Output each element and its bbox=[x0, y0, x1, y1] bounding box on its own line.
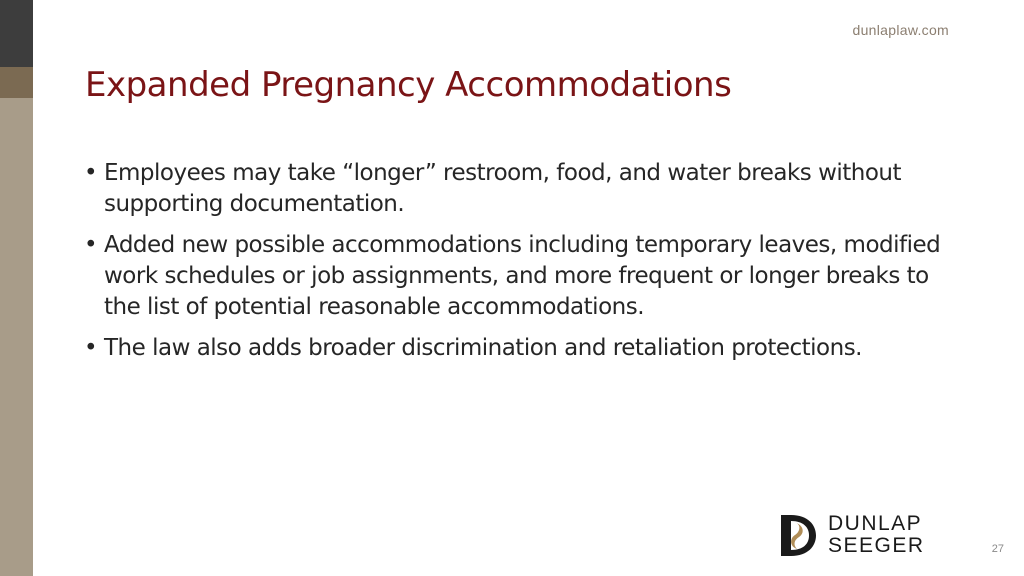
bullet-item bbox=[84, 230, 944, 323]
bullet-text: Employees may take “longer” restroom, food, and water breaks without supporting documentation. bbox=[104, 160, 902, 217]
bullet-icon: • bbox=[84, 335, 98, 361]
bullet-item bbox=[84, 158, 944, 220]
dunlap-seeger-logo-icon bbox=[778, 513, 818, 558]
logo-line-2: SEEGER bbox=[828, 534, 925, 557]
slide-title: Expanded Pregnancy Accommodations bbox=[85, 65, 732, 105]
sidebar-segment-tan bbox=[0, 98, 33, 576]
sidebar-segment-brown bbox=[0, 67, 33, 98]
bullet-text: The law also adds broader discrimination and retaliation protections. bbox=[104, 335, 862, 361]
bullet-text: Added new possible accommodations including temporary leaves, modified work schedules or job assignments, and more frequent or longer breaks to the list of potential reasonable accommodations. bbox=[104, 232, 941, 320]
sidebar-segment-dark bbox=[0, 0, 33, 67]
bullet-icon: • bbox=[84, 232, 98, 258]
sidebar-accent bbox=[0, 0, 33, 576]
bullet-list bbox=[84, 158, 944, 374]
company-logo bbox=[778, 513, 958, 558]
page-number: 27 bbox=[991, 543, 1004, 555]
bullet-icon: • bbox=[84, 160, 98, 186]
bullet-item bbox=[84, 333, 944, 364]
logo-line-1: DUNLAP bbox=[828, 512, 923, 535]
logo-wordmark bbox=[828, 513, 925, 557]
site-url: dunlaplaw.com bbox=[852, 22, 949, 38]
